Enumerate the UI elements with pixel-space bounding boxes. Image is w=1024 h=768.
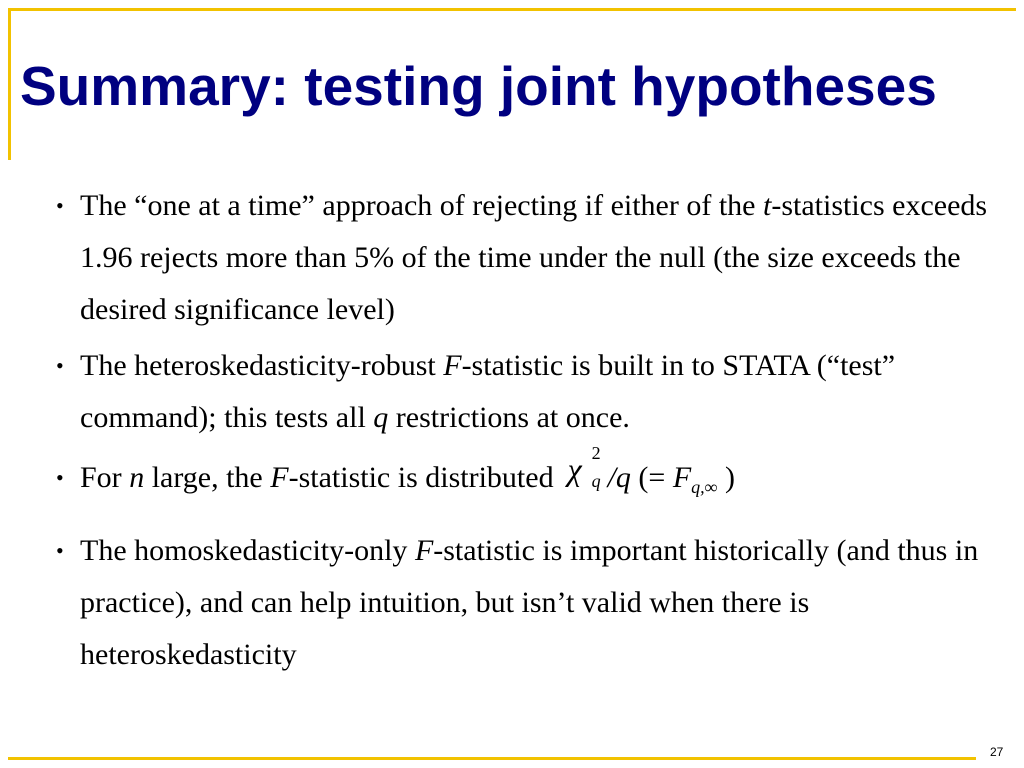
bottom-accent-line (8, 757, 976, 760)
n-symbol: n (129, 461, 145, 494)
f-subscript: q,∞ (691, 477, 718, 497)
chi-squared-formula (567, 443, 608, 491)
bullet-list (56, 180, 1006, 681)
bullet-marker: • (56, 538, 64, 563)
bullet-marker: • (56, 353, 64, 378)
bullet-marker: • (56, 193, 64, 218)
bullet-large-n-distribution (56, 443, 1006, 513)
f-symbol: F (443, 349, 462, 382)
bullet-text: -statistic is distributed (288, 461, 554, 494)
slide-title: Summary: testing joint hypotheses (20, 55, 937, 117)
chi-superscript: 2 (591, 443, 601, 463)
f-symbol: F (414, 534, 434, 567)
bullet-text: restrictions at once. (388, 401, 630, 434)
t-symbol: t (763, 189, 772, 222)
slash-q: /q (607, 461, 631, 494)
left-accent-line (8, 8, 11, 160)
top-right-accent-tick (1013, 8, 1016, 11)
bullet-text: The heteroskedasticity-robust (80, 349, 444, 382)
bullet-homoskedasticity-only (56, 525, 1006, 681)
bullet-one-at-a-time (56, 180, 1006, 336)
paren-close: ) (717, 461, 736, 494)
top-accent-line (8, 8, 1016, 11)
bullet-text: -statistics exceeds 1.96 rejects more than 5% of the time under the null (the size exceeds the desired significance level) (80, 189, 988, 326)
bullet-text: large, the (144, 461, 271, 494)
bullet-text: -statistic is important historically (and thus in practice), and can help intuition, but isn’t valid when there is heteroskedasticity (80, 534, 979, 671)
chi-symbol: χ (567, 451, 582, 487)
f-symbol: F (672, 461, 692, 494)
page-number: 27 (990, 745, 1004, 759)
bullet-robust-f-statistic (56, 340, 1006, 444)
paren-open: (= (630, 461, 673, 494)
q-symbol: q (373, 401, 389, 434)
bullet-text: The “one at a time” approach of rejecting if either of the (80, 189, 763, 222)
bullet-marker: • (56, 465, 64, 490)
bullet-text: -statistic is built in to STATA (“test” command); this tests all (80, 349, 896, 434)
bullet-text: For (80, 461, 130, 494)
bullet-text: The homoskedasticity-only (80, 534, 415, 567)
chi-subscript: q (591, 471, 601, 491)
f-symbol: F (270, 461, 289, 494)
